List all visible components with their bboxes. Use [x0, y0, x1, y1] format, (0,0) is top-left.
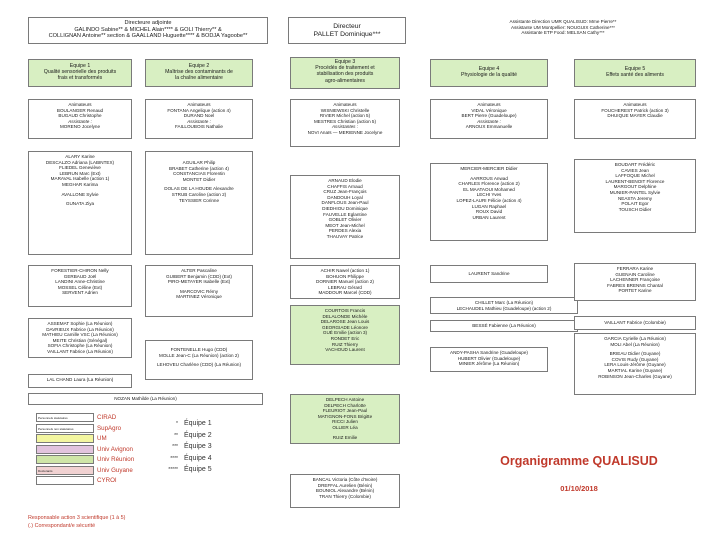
member-name: VAILLANT Fabrice (La Réunion) — [47, 348, 113, 354]
team-1-label: Equipe 1 — [69, 63, 91, 69]
member-name: LEHOVEU Charlène (CDD) (La Réunion) — [157, 362, 241, 368]
member-name: GERBAUD Joël — [63, 273, 97, 279]
legend-institution-label: Univ Réunion — [97, 456, 135, 463]
member-name: LACHENNER Françoise — [610, 277, 660, 283]
team-1-nonstat-members — [28, 393, 263, 405]
member-name: FLEURIOT Jean-Paul — [322, 408, 368, 414]
team-5-supagro-members — [574, 263, 696, 301]
assistant-name: ARNOUX Emmanuelle — [465, 124, 513, 130]
member-name: FLIEDEL Geneviève — [59, 165, 101, 171]
member-name: ANDY-PASHA Sandrine (Guadeloupe) — [450, 350, 528, 355]
team-4-doctoral-members — [430, 320, 578, 332]
member-name: TRAN Thierry (Colombie) — [319, 493, 371, 499]
legend-swatch: Personnels non statutaires — [36, 424, 94, 433]
team-5-title — [574, 59, 696, 87]
legend-institution-label: UM — [97, 435, 107, 442]
legend-note-security: (.) Correspondant/e sécurité — [28, 523, 96, 529]
member-name: BOUDART Frédéric — [614, 162, 656, 167]
team-1-animators — [28, 99, 132, 139]
member-name: LECHAUDEL Mathieu (Guadeloupe) (action 2) — [456, 305, 552, 311]
member-name: DELAROSE Jean Louis — [320, 319, 370, 325]
legend-institution-label: CYROI — [97, 477, 117, 484]
legend-star-marker: **** — [170, 455, 178, 462]
member-name: ROUX David — [475, 209, 503, 215]
member-name: BOUNIOL Alexandre (Bénin) — [315, 488, 375, 494]
team-5-label: Equipe 5 — [624, 66, 646, 72]
member-name: DELPECH Antoine — [325, 397, 365, 402]
deputy-names-2: COLLIGNAN Antoine** section & GAALLAND Huguette**** & BODJA Yagoobe** — [48, 33, 248, 40]
deputy-names-1: GALINDO Sabine** & MICHEL Alain**** & GOLI Thierry** & — [74, 26, 222, 33]
member-name: DELPECH Charlotte — [324, 402, 366, 408]
member-name: RICCI Julien — [332, 419, 358, 425]
member-name: MARTIAL Karine (Guyane) — [607, 367, 663, 373]
assistants-block — [432, 19, 694, 36]
anim-name: FONTANA Angelique (action 4) — [167, 107, 231, 113]
team-4-reunion-members — [430, 297, 578, 314]
team-5-animators — [574, 99, 696, 139]
member-name: MOSSEL Céline (Ext) — [57, 284, 103, 290]
legend-equipe-label: Équipe 4 — [184, 454, 212, 462]
member-name: COURTOIS Francis — [324, 308, 366, 313]
team-4-guadeloupe-members — [430, 347, 548, 372]
member-name: BESSÉ Fabienne (La Réunion) — [472, 323, 536, 328]
anim-label: Animateurs — [333, 102, 357, 107]
member-name: CONSTANCIAS Florentin — [173, 171, 225, 177]
member-name: GUENAIN Caroline — [615, 271, 655, 277]
member-name: GOBLET Olivier — [328, 217, 362, 223]
member-name: LECHI Yves — [476, 192, 502, 198]
anim-label: Animateurs — [623, 102, 647, 107]
team-3-name-2: stabilisation des produits — [316, 71, 374, 78]
team-4-animators — [430, 99, 548, 139]
member-name: RUIZ Thierry — [331, 341, 359, 347]
deputy-title: Directeure adjointe — [124, 20, 172, 26]
member-name: GUÉ Emilie (action 3) — [322, 330, 368, 336]
team-1-cirad-members — [28, 151, 132, 255]
legend-swatch — [36, 476, 94, 485]
assistant-name: FAILLOUBOIS Nathalie — [174, 124, 223, 130]
assistant-2: Assistante UM Montpellier: NOUGUIX Catherine*** — [511, 24, 615, 30]
team-5-name-1: Effets santé des aliments — [606, 72, 664, 79]
team-3-label: Equipe 3 — [334, 59, 356, 65]
legend-equipe-label: Équipe 1 — [184, 420, 212, 427]
member-name: LUGAN Raphael — [471, 203, 507, 209]
team-3-um-members — [290, 305, 400, 365]
member-name: CHAFFIS Arnaud — [327, 183, 363, 189]
member-name: SERVENT Adrien — [62, 290, 98, 296]
team-2-cirad-members — [145, 151, 253, 255]
member-name: HUBERT Olivier (Guadeloupe) — [457, 355, 521, 361]
member-name: MARAVAL Isabelle (action 1) — [50, 176, 110, 182]
team-2-title — [145, 59, 253, 87]
legend-institution-label: Univ Avignon — [97, 445, 134, 453]
legend-swatch — [36, 434, 94, 443]
member-name: TOUSCH Didier — [618, 206, 652, 212]
member-name: FABRES BRENNS Chantal — [607, 282, 663, 288]
team-5-guyane-members — [574, 333, 696, 395]
member-name: BANCAL Victoria (Côte d'Ivoire) — [312, 477, 378, 482]
member-name: ALTER Pascaline — [181, 268, 217, 273]
anim-name: BUGAUD Christophe — [58, 113, 102, 119]
member-name: SOFIA Christophe (La Réunion) — [47, 343, 113, 349]
director-box — [288, 17, 406, 44]
anim-label: Animateurs — [68, 102, 92, 107]
member-name: MOLLE Jean-C (La Réunion) (action 2) — [159, 352, 239, 358]
member-name: ROBINSON Jean-Charles (Guyane) — [598, 373, 672, 379]
member-name: RUIZ Emilie — [332, 434, 358, 440]
anim-name: WISNIEWSKI Christelle — [320, 107, 370, 113]
member-name: MEGHAR Karima — [62, 181, 98, 187]
member-name: DESCALZO Adriana (LABINTEX) — [45, 159, 115, 165]
member-name: FERRARA Karine — [616, 266, 654, 271]
member-name: NOZAN Mathilde (La Réunion) — [114, 396, 177, 401]
member-name: MADDOUR Marcel (CDD) — [318, 290, 372, 296]
member-name: FORESTIER-CHIRON Nelly — [51, 268, 109, 273]
legend-institution-label: Univ Guyane — [97, 466, 133, 474]
legend-institution-label: SupAgro — [97, 424, 122, 432]
member-name: CAVIES Jean — [621, 167, 649, 173]
team-3-um-members-2 — [290, 394, 400, 444]
member-name: MARCOVIC Rémy — [179, 288, 219, 294]
member-name: GUIBERT Benjamin (CDD) (Ext) — [166, 273, 232, 279]
member-name: ASSEMAT Sophie (La Réunion) — [47, 321, 113, 326]
team-3-cirad-members — [290, 175, 400, 259]
member-name: DANDOUH Loyal — [327, 194, 363, 200]
assistant-name: NOVI Anaïs — MERIENNE Jocelyne — [307, 129, 383, 135]
legend-star-marker: ** — [174, 432, 178, 439]
member-name: DANFLOUS Jean-Paul — [321, 200, 369, 206]
anim-name: FOUCHEREST Patrick (action 3) — [601, 107, 669, 113]
member-name: THAUVAY Patrice — [326, 233, 364, 239]
member-name: AVALLONE Sylvie — [61, 191, 99, 197]
member-name: RONDET Eric — [330, 335, 360, 341]
member-name: MINIER Jérôme (La Réunion) — [458, 361, 520, 367]
member-name: BRIEAU Didier (Guyane) — [609, 351, 661, 357]
member-name: LANDINI Anne-Christine — [55, 279, 105, 285]
team-2-supagro-members — [145, 265, 253, 317]
team-5-cirad-members — [574, 159, 696, 233]
member-name: AARROUS Anwad — [470, 175, 508, 181]
member-name: AGUILAR Philip — [182, 160, 216, 165]
team-2-reunion-members — [145, 340, 253, 380]
team-3-animators — [290, 99, 400, 147]
team-2-animators — [145, 99, 253, 139]
anim-name: MESTRES Christian (action 5) — [313, 118, 377, 124]
anim-name: BOULANGER Renaud — [56, 107, 104, 113]
legend-note-action: Responsable action 3 scientifique (1 à 5) — [28, 515, 126, 521]
member-name: VACHOUD Laurent — [325, 347, 365, 353]
director-title: Directeur — [333, 23, 361, 30]
team-4-name-1: Physiologie de la qualité — [461, 72, 517, 79]
director-name: PALLET Dominique*** — [313, 31, 381, 38]
legend-swatch — [36, 455, 94, 464]
member-name: DORNIER Manuel (action 2) — [316, 279, 374, 285]
member-name: NEASTA Jeremy — [617, 195, 653, 201]
member-name: VAILLANT Fabrice (Colombie) — [604, 320, 666, 325]
legend-swatch: Personnels statutaires — [36, 413, 94, 422]
legend-star-marker: * — [176, 421, 178, 427]
legend-equipe-label: Équipe 3 — [184, 443, 212, 450]
member-name: MONTET Didier — [182, 176, 216, 182]
member-name: MEOT Jean-Michel — [325, 222, 365, 228]
member-name: LAURENT Sandrine — [468, 271, 510, 276]
member-name: COVIS Rudy (Guyane) — [611, 356, 659, 362]
member-name: STRUB Caroline (action 2) — [171, 191, 227, 197]
assistant-3: Assistante ETP Food: MELSAN Cathy*** — [521, 30, 605, 36]
member-name: TEYSSIER Corinne — [178, 197, 220, 203]
org-chart-title: Organigramme QUALISUD — [500, 454, 658, 468]
member-name: FAUVELLE Eglantine — [323, 211, 367, 217]
member-name: URBAN Laurent — [472, 214, 506, 220]
team-3-supagro-members — [290, 265, 400, 299]
member-name: EL MAATAOUI Mohamed — [463, 186, 515, 192]
member-name: ALARY Karine — [65, 154, 95, 159]
team-5-colombie-members — [574, 316, 696, 330]
anim-name: DURAND Noel — [183, 113, 215, 119]
team-1-reunion-members — [28, 318, 132, 358]
team-1-supagro-members — [28, 265, 132, 307]
team-4-label: Equipe 4 — [478, 66, 500, 72]
member-name: LERA Louis-Jérôme (Guyane) — [604, 362, 666, 368]
member-name: LAL CHAND Laura (La Réunion) — [46, 377, 114, 382]
legend-star-marker: ***** — [168, 467, 178, 473]
anim-name: BERT Pierre (Guadeloupe) — [461, 113, 517, 119]
anim-name: DHUIQUE MAYER Claudie — [607, 113, 663, 119]
member-name: CHILLET Marc (La Réunion) — [474, 300, 534, 305]
deputy-directors-box — [28, 17, 268, 44]
team-4-title — [430, 59, 548, 87]
team-2-name-1: Maîtrise des contaminants de — [165, 69, 233, 76]
member-name: MATHIEU Camille VSC (La Réunion) — [42, 332, 118, 338]
member-name: DREFFAL Aurelien (Bénin) — [317, 482, 373, 488]
member-name: CHARLES Florence (action 2) — [458, 181, 520, 187]
member-name: LAURENT-BENOIT Florence — [605, 178, 665, 184]
anim-name: VIDAL Véronique — [471, 107, 507, 113]
member-name: DAVRIEUX Fabrice (La Réunion) — [46, 326, 114, 332]
team-3-name-3: agro-alimentaires — [324, 77, 366, 84]
member-name: LEBRUN Marc (Ext) — [59, 170, 101, 176]
member-name: ARNAUD Elodie — [328, 178, 362, 183]
member-name: FONTENELLE Hugo (CDD) — [170, 347, 228, 352]
team-1-doctoral-members — [28, 374, 132, 388]
member-name: LEBRAU Gérard — [328, 284, 362, 290]
team-3-name-1: Procédés de traitement et — [315, 65, 375, 72]
team-2-label: Equipe 2 — [188, 63, 210, 69]
legend-institution-label: CIRAD — [97, 414, 117, 421]
member-name: PIRO-METAYER Isabelle (Ext) — [167, 279, 231, 285]
assistant-1: Assistante Direction UMR QUALISUD: Mme Pierre** — [509, 19, 617, 24]
member-name: BOHUON Philippe — [326, 273, 364, 279]
member-name: POLAIT Egor — [621, 201, 649, 207]
member-name: MARGOUT Delphine — [613, 184, 657, 190]
member-name: DOLAS DE LA HOUDE Alexandre — [164, 186, 234, 192]
member-name: GUNATA Ziya — [65, 201, 95, 207]
member-name: LOPEZ-LAURI Félicie (action 4) — [456, 197, 522, 203]
member-name: MATIGNON-FONS Brigitte — [317, 413, 373, 419]
member-name: LAFFOQUE Michel — [615, 173, 655, 179]
member-name: OLLIER Léa — [332, 424, 358, 430]
anim-name: RIVIER Michel (action 5) — [319, 113, 371, 119]
member-name: DIEDHIOU Dominique — [322, 205, 368, 211]
assistant-label: Assistante : — [68, 118, 92, 124]
member-name: MOLI Abel (La Réunion) — [610, 341, 660, 347]
assistant-label: Assistante : — [477, 118, 501, 124]
member-name: MUNIER-PANTEL Sylvie — [609, 189, 661, 195]
legend-swatch: Doctorants — [36, 466, 94, 475]
anim-label: Animateurs — [187, 102, 211, 107]
assistant-label: Assistantes : — [331, 124, 359, 130]
team-3-partners-members — [290, 474, 400, 508]
assistant-label: Assistante : — [187, 118, 211, 124]
member-name: GARCIA Cyrielle (La Réunion) — [604, 336, 666, 341]
team-1-title — [28, 59, 132, 87]
member-name: BRABET Catherine (action 4) — [169, 165, 229, 171]
team-4-um-members — [430, 265, 548, 283]
member-name: PORTET Karine — [618, 288, 652, 294]
team-1-name-1: Qualité sensorielle des produits — [43, 69, 117, 76]
team-4-cirad-members — [430, 163, 548, 241]
team-3-title — [290, 57, 400, 89]
legend-star-marker: *** — [172, 444, 178, 450]
member-name: MARTINEZ Véronique — [176, 294, 222, 300]
member-name: GEORGIADE Léonore — [322, 324, 368, 330]
member-name: PERDES Alexia — [328, 228, 362, 234]
member-name: MEITE Christian (Sénégal) — [52, 337, 108, 343]
member-name: MERCIER-MERCIER Didier — [460, 166, 518, 171]
assistant-name: MORENO Jocelyne — [59, 124, 101, 130]
legend-equipe-label: Équipe 5 — [184, 466, 212, 473]
org-chart-date: 01/10/2018 — [560, 484, 598, 493]
legend-swatch — [36, 445, 94, 454]
member-name: ACHIR Nawel (action 1) — [320, 268, 370, 273]
team-1-name-2: frais et transformés — [57, 75, 103, 82]
member-name: CRUZ Jean-François — [323, 189, 367, 195]
member-name: DELALONDE Michèle — [322, 313, 368, 319]
legend-equipe-label: Équipe 2 — [184, 431, 212, 439]
team-2-name-2: la chaîne alimentaire — [175, 75, 223, 82]
anim-label: Animateurs — [477, 102, 501, 107]
